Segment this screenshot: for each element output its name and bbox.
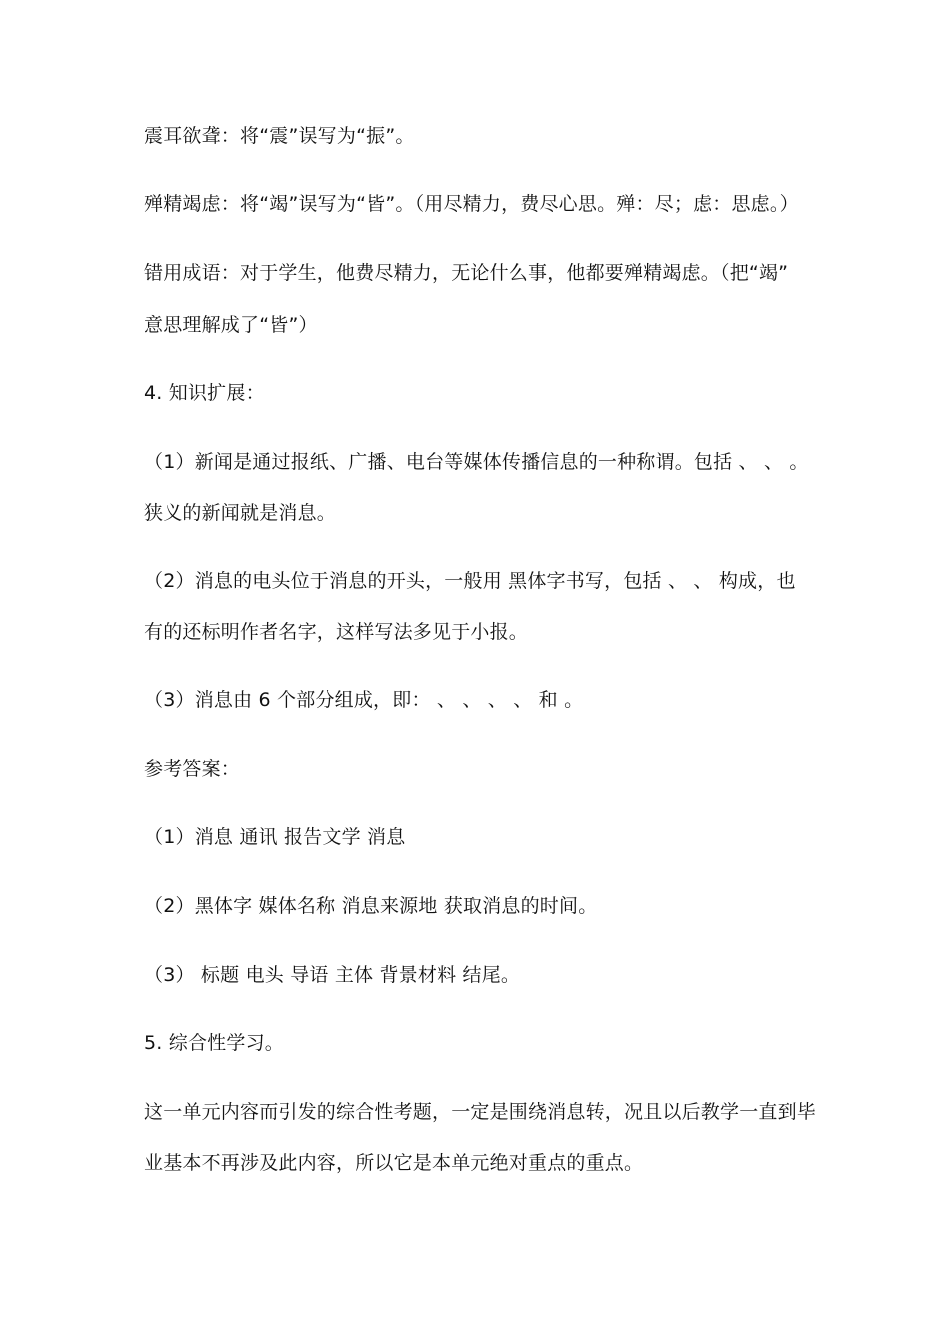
text-line: 狭义的新闻就是消息。 — [144, 502, 337, 524]
text-line: 业基本不再涉及此内容，所以它是本单元绝对重点的重点。 — [144, 1152, 644, 1174]
answer-line: （1）消息 通讯 报告文学 消息 — [144, 826, 406, 848]
text-line: 这一单元内容而引发的综合性考题，一定是围绕消息转，况且以后教学一直到毕 — [144, 1101, 817, 1123]
text-line: 震耳欲聋：将“震”误写为“振”。 — [144, 125, 415, 147]
text-line: 意思理解成了“皆”） — [144, 314, 318, 336]
answer-line: （3） 标题 电头 导语 主体 背景材料 结尾。 — [144, 964, 521, 986]
section-heading: 5. 综合性学习。 — [144, 1032, 284, 1054]
text-line: （1）新闻是通过报纸、广播、电台等媒体传播信息的一种称谓。包括 、 、 。 — [144, 451, 809, 473]
text-line: 殚精竭虑：将“竭”误写为“皆”。（用尽精力，费尽心思。殚：尽；虑：思虑。） — [144, 193, 799, 215]
answer-line: （2）黑体字 媒体名称 消息来源地 获取消息的时间。 — [144, 895, 598, 917]
text-line: （2）消息的电头位于消息的开头，一般用 黑体字书写，包括 、 、 构成，也 — [144, 570, 796, 592]
answer-heading: 参考答案： — [144, 758, 241, 780]
section-heading: 4. 知识扩展： — [144, 382, 265, 404]
text-line: （3）消息由 6 个部分组成，即： 、 、 、 、 和 。 — [144, 689, 584, 711]
text-line: 错用成语：对于学生，他费尽精力，无论什么事，他都要殚精竭虑。（把“竭” — [144, 262, 789, 284]
text-line: 有的还标明作者名字，这样写法多见于小报。 — [144, 621, 529, 643]
